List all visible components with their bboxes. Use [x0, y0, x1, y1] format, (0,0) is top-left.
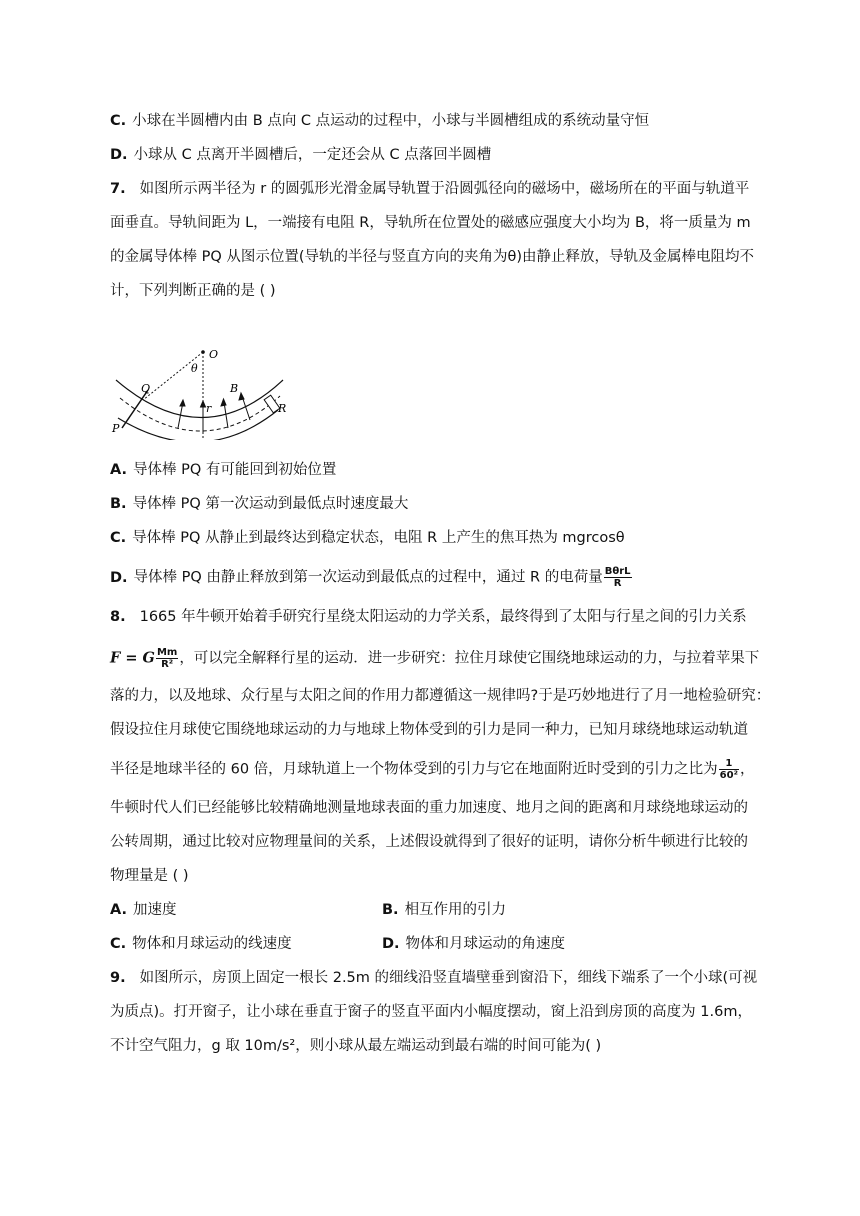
question-9-line-2: 为质点)。打开窗子，让小球在垂直于窗子的竖直平面内小幅度摆动，窗上沿到房顶的高度为 1.6m，: [110, 1004, 752, 1020]
question-8-line-4: 假设拉住月球使它围绕地球运动的力与地球上物体受到的引力是同一种力，已知月球绕地球运动轨道: [110, 722, 748, 738]
question-8-line-8: 物理量是 ( ): [110, 868, 189, 884]
rod-PQ: [122, 390, 148, 428]
option-8A: A. 加速度: [110, 902, 177, 918]
label-theta: θ: [191, 362, 198, 375]
question-8-line-5: 半径是地球半径的 60 倍，月球轨道上一个物体受到的引力与它在地面附近时受到的引力之比为 $\frac{1}{\text{60²}}$ ，: [110, 758, 755, 781]
question-8-line-6: 牛顿时代人们已经能够比较精确地测量地球表面的重力加速度、地月之间的距离和月球绕地球运动的: [110, 800, 748, 816]
label-Q: Q: [141, 382, 151, 395]
option-6C: C. 小球在半圆槽内由 B 点向 C 点运动的过程中，小球与半圆槽组成的系统动量守恒: [110, 113, 650, 129]
option-8D: D. 物体和月球运动的角速度: [382, 936, 566, 952]
field-arrows: [178, 393, 250, 432]
question-7-line-3: 的金属导体棒 PQ 从图示位置(导轨的半径与竖直方向的夹角为θ)由静止释放，导轨及金属棒电阻均不: [110, 249, 755, 265]
option-7B: B. 导体棒 PQ 第一次运动到最低点时速度最大: [110, 496, 409, 512]
question-7-line-1: 7. 如图所示两半径为 r 的圆弧形光滑金属导轨置于沿圆弧径向的磁场中，磁场所在的平面与轨道平: [110, 181, 750, 197]
label-B: B: [230, 382, 239, 395]
label-R: R: [278, 402, 287, 415]
question-9-line-3: 不计空气阻力，g 取 10m/s²，则小球从最左端运动到最右端的时间可能为( ): [110, 1038, 602, 1054]
label-r: r: [206, 402, 212, 415]
rail-figure: [108, 340, 308, 440]
question-7-line-4: 计，下列判断正确的是 ( ): [110, 283, 276, 299]
gravity-fraction: $\frac{Mm}{\text{R²}}$: [156, 647, 178, 670]
label-P: P: [112, 422, 120, 435]
question-9-line-1: 9. 如图所示，房顶上固定一根长 2.5m 的细线沿竖直墙壁垂到窗沿下，细线下端系了一个小球(可视: [110, 970, 758, 986]
ratio-fraction: $\frac{1}{\text{60²}}$: [719, 758, 738, 781]
question-7-line-2: 面垂直。导轨间距为 L，一端接有电阻 R，导轨所在位置处的磁感应强度大小均为 B，将一质量为 m: [110, 215, 751, 231]
option-6D: D. 小球从 C 点离开半圆槽后，一定还会从 C 点落回半圆槽: [110, 147, 492, 163]
point-O: [201, 350, 205, 354]
charge-fraction: $\frac{\text{BθrL}}{R}$: [604, 566, 631, 589]
option-7D: D. 导体棒 PQ 由静止释放到第一次运动到最低点的过程中，通过 R 的电荷量 $\frac{\text{BθrL}}{R}$: [110, 566, 631, 589]
option-7A: A. 导体棒 PQ 有可能回到初始位置: [110, 462, 337, 478]
question-8-line-2: F = G $\frac{Mm}{\text{R²}}$ ，可以完全解释行星的运动．进一步研究：拉住月球使它围绕地球运动的力，与拉着苹果下: [110, 647, 760, 670]
option-8B: B. 相互作用的引力: [382, 902, 507, 918]
question-8-line-3: 落的力，以及地球、众行星与太阳之间的作用力都遵循这一规律吗?于是巧妙地进行了月一地检验研究：: [110, 688, 771, 704]
label-O: O: [209, 348, 219, 361]
question-8-line-1: 8. 1665 年牛顿开始着手研究行星绕太阳运动的力学关系，最终得到了太阳与行星之间的引力关系: [110, 609, 747, 625]
question-8-line-7: 公转周期，通过比较对应物理量间的关系，上述假设就得到了很好的证明，请你分析牛顿进行比较的: [110, 834, 748, 850]
inner-rail: [118, 410, 278, 440]
option-8C: C. 物体和月球运动的线速度: [110, 936, 292, 952]
option-7C: C. 导体棒 PQ 从静止到最终达到稳定状态，电阻 R 上产生的焦耳热为 mgrcosθ: [110, 530, 625, 546]
radius-line: [143, 352, 203, 400]
